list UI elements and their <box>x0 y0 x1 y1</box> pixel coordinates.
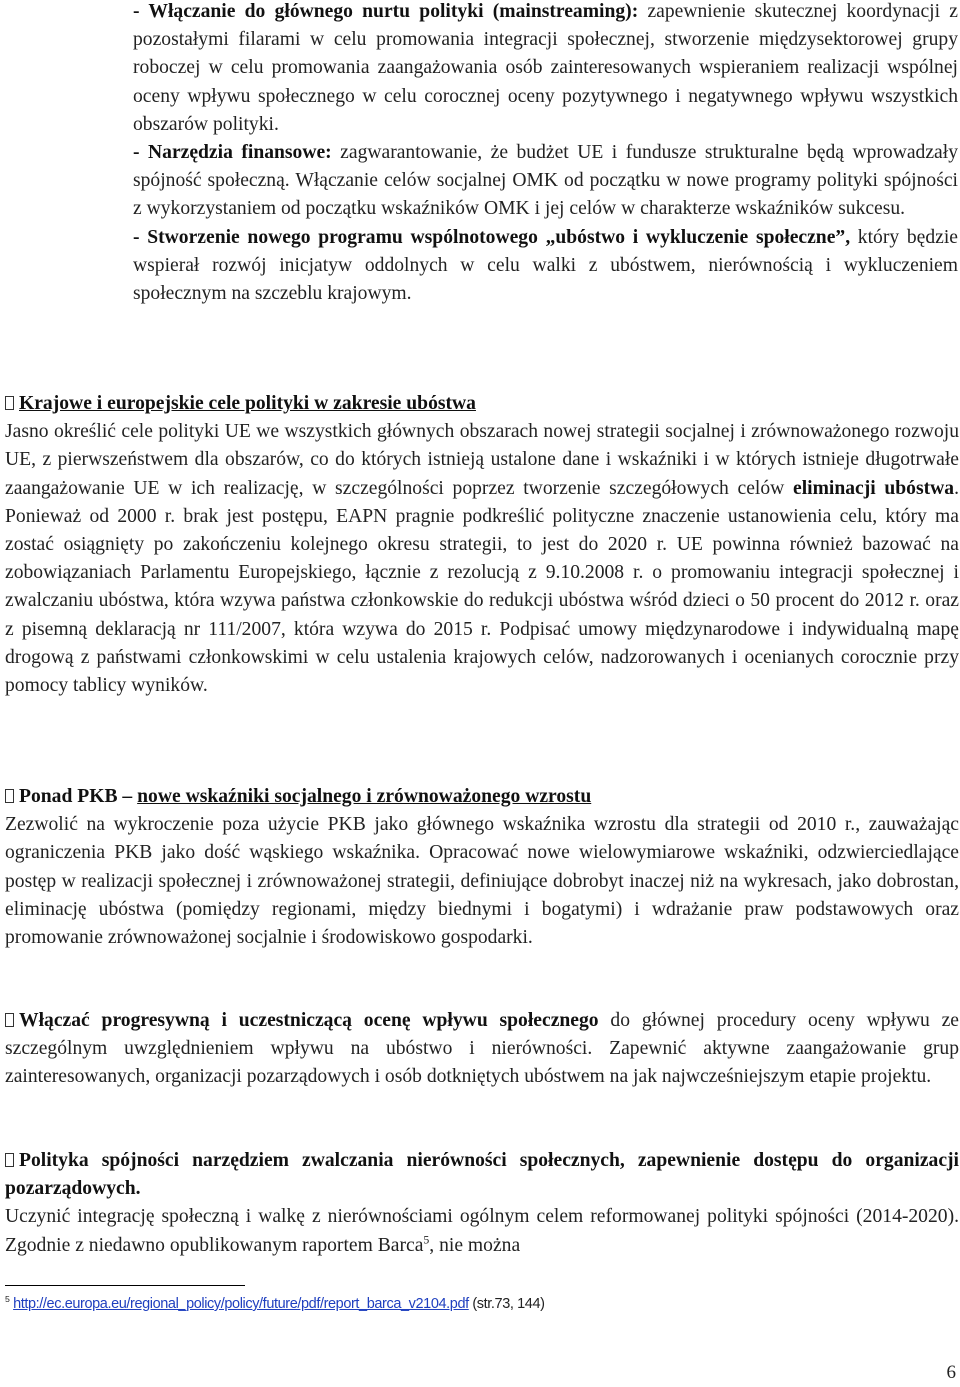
section-body: Jasno określić cele polityki UE we wszystkich głównych obszarach nowej strategii socjalnej i zrównoważonego rozwoju UE, z pierwszeństwem dla obszarów, co do których istnieją ustalone dane i wskaźniki i w których istnieje długotrwałe zaangażowanie UE w ich realizację, w szczególności poprzez tworzenie szczegółowych celów eliminacji ubóstwa. Ponieważ od 2000 r. brak jest postępu, EAPN pragnie podkreślić polityczne znaczenie ustanowienia celu, który ma zostać osiągnięty po zakończeniu kolejnego okresu strategii, to jest do 2020 r. UE powinna również bazować na zobowiązaniach Parlamentu Europejskiego, łącznie z rezolucją z 9.10.2008 r. o promowaniu integracji społecznej i zwalczaniu ubóstwa, która wzywa państwa członkowskie do redukcji ubóstwa wśród dzieci o 50 procent do 2012 r. oraz z pisemną deklaracją nr 111/2007, która wzywa do 2015 r. Podpisać umowy międzynarodowe i indywidualną mapę drogową z państwami członkowskimi w celu ustalenia krajowych celów, nadzorowanych i ocenianych corocznie przy pomocy tablicy wyników. <box>5 421 959 697</box>
section-heading: Ponad PKB – nowe wskaźniki socjalnego i zrównoważonego wzrostu <box>19 786 592 807</box>
section-impact-assessment <box>5 1007 959 1092</box>
checkbox-bullet-icon <box>5 1013 14 1027</box>
top-bullet-list <box>133 0 958 308</box>
section-body: Zezwolić na wykroczenie poza użycie PKB jako głównego wskaźnika wzrostu dla strategii od 2010 r., zauważając ograniczenia PKB jako dość wąskiego wskaźnika. Opracować nowe wielowymiarowe wskaźniki, odzwierciedlające postęp w realizacji społecznej i zrównoważonej strategii, definiujące dobrobyt inaczej niż na wykresach, jako dobrostan, eliminację ubóstwa (pomiędzy regionami, między biednymi i bogatymi) i wdrażanie praw podstawowych oraz promowanie zrównoważonej socjalnie i środowiskowo gospodarki. <box>5 814 959 949</box>
bullet-mainstreaming: - Włączanie do głównego nurtu polityki (mainstreaming): zapewnienie skutecznej koordynacji z pozostałymi filarami w celu promowania integracji społecznej, stworzenie międzysektorowej grupy roboczej w celu promowania zaangażowania osób zainteresowanych wspieraniem realizacji wspólnej oceny wpływu społecznego w celu corocznej oceny pozytywnego i negatywnego wpływu wszystkich obszarów polityki. <box>133 1 958 135</box>
section-heading: Polityka spójności narzędziem zwalczania nierówności społecznych, zapewnienie dostępu do organizacji pozarządowych. <box>5 1150 959 1200</box>
checkbox-bullet-icon <box>5 396 14 410</box>
section-poverty-targets <box>5 390 959 700</box>
footnote-divider <box>5 1285 245 1286</box>
footnote-number: 5 <box>5 1294 10 1305</box>
bullet-new-programme: - Stworzenie nowego programu wspólnotowego „ubóstwo i wykluczenie społeczne”, który będzie wspierał rozwój inicjatyw oddolnych w celu walki z ubóstwem, nierównością i wykluczeniem społecznym na szczeblu krajowym. <box>133 226 958 305</box>
section-heading: Krajowe i europejskie cele polityki w zakresie ubóstwa <box>19 393 476 414</box>
bullet-financial-tools: - Narzędzia finansowe: zagwarantowanie, że budżet UE i fundusze strukturalne będą wprowadzały spójność społeczną. Włączanie celów socjalnej OMK od początku w nowe programy polityki spójności z wykorzystaniem od początku wskaźników OMK i jej celów w charakterze wskaźników sukcesu. <box>133 142 958 220</box>
section-body: Uczynić integrację społeczną i walkę z nierównościami ogólnym celem reformowanej polityki spójności (2014-2020). Zgodnie z niedawno opublikowanym raportem Barca$^5$, nie można <box>5 1206 959 1256</box>
footnote <box>5 1294 955 1314</box>
checkbox-bullet-icon <box>5 1153 14 1167</box>
footnote-reference[interactable]: 5 <box>423 1233 430 1247</box>
section-heading: Włączać progresywną i uczestniczącą ocenę wpływu społecznego <box>19 1010 599 1031</box>
footnote-pages: (str.73, 144) <box>468 1296 545 1312</box>
section-body: do głównej procedury oceny wpływu ze szczególnym uwzględnieniem wpływu na ubóstwo i nierówności. Zapewnić aktywne zaangażowanie grup zainteresowanych, organizacji pozarządowych i osób dotkniętych ubóstwem na jak najwcześniejszym etapie projektu. <box>5 1010 959 1088</box>
section-beyond-gdp <box>5 783 959 952</box>
checkbox-bullet-icon <box>5 789 14 803</box>
footnote-link[interactable]: http://ec.europa.eu/regional_policy/policy/future/pdf/report_barca_v2104.pdf <box>13 1296 469 1312</box>
page-number: 6 <box>946 1362 956 1383</box>
section-cohesion-policy <box>5 1147 959 1260</box>
